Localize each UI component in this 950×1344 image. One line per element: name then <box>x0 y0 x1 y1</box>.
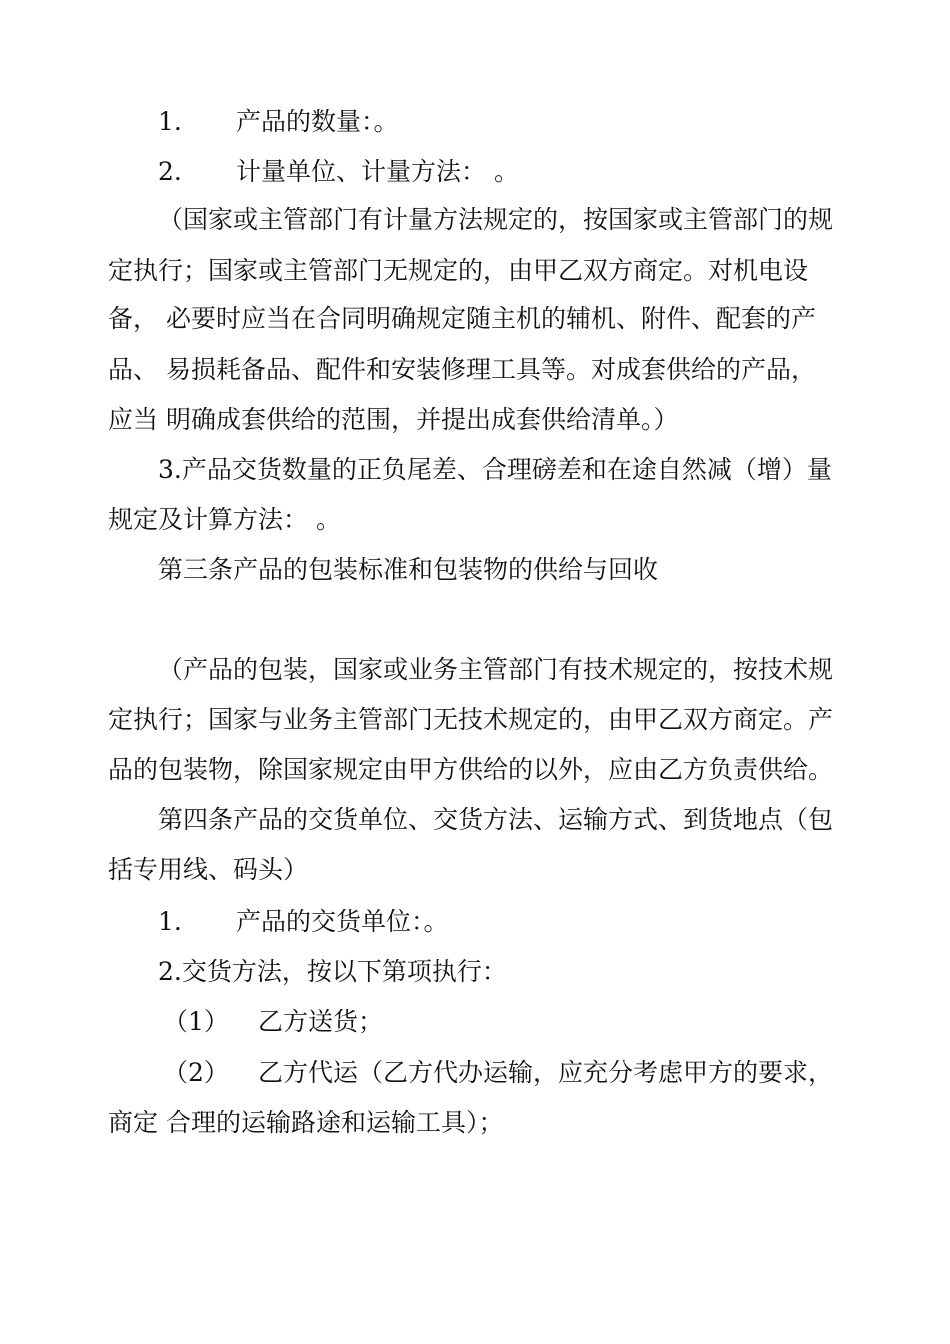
item-text: 产品的数量：。 <box>236 107 399 136</box>
article4-line-2: 括专用线、码头） <box>108 855 309 884</box>
note1-line-2: 定执行；国家或主管部门无规定的，由甲乙双方商定。对机电设 <box>108 256 809 285</box>
article4-line-1: 第四条产品的交货单位、交货方法、运输方式、到货地点（包 <box>158 805 834 834</box>
note2-line-1: （产品的包装，国家或业务主管部门有技术规定的，按技术规 <box>158 655 834 684</box>
item-delivery-method: 2.交货方法，按以下第项执行： <box>158 957 507 986</box>
item3-line-1: 3.产品交货数量的正负尾差、合理磅差和在途自然减（增）量 <box>158 455 832 484</box>
option-agency-shipping <box>163 1058 923 1088</box>
note1-line-1: （国家或主管部门有计量方法规定的，按国家或主管部门的规 <box>158 205 834 234</box>
item-measurement <box>158 157 918 187</box>
list-number: 2. <box>158 157 182 186</box>
item3-line-2: 规定及计算方法： 。 <box>108 505 341 534</box>
option-agency-shipping-continuation: 商定 合理的运输路途和运输工具）； <box>108 1108 504 1137</box>
note1-line-5: 应当 明确成套供给的范围，并提出成套供给清单。） <box>108 405 679 434</box>
article3-heading: 第三条产品的包装标准和包装物的供给与回收 <box>158 555 659 584</box>
option-text: 乙方送货； <box>258 1007 384 1036</box>
list-number: 1. <box>158 907 182 936</box>
note2-line-3: 品的包装物，除国家规定由甲方供给的以外，应由乙方负责供给。 <box>108 755 834 784</box>
item-text: 计量单位、计量方法： 。 <box>236 157 519 186</box>
note2-line-2: 定执行；国家与业务主管部门无技术规定的，由甲乙双方商定。产 <box>108 705 834 734</box>
item-delivery-unit <box>158 907 918 937</box>
option-delivery <box>163 1007 923 1037</box>
note1-line-3: 备， 必要时应当在合同明确规定随主机的辅机、附件、配套的产 <box>108 304 816 333</box>
note1-line-4: 品、 易损耗备品、配件和安装修理工具等。对成套供给的产品， <box>108 355 816 384</box>
option-text: 乙方代运（乙方代办运输，应充分考虑甲方的要求， <box>258 1058 834 1087</box>
item-text: 产品的交货单位：。 <box>236 907 449 936</box>
option-number: （2） <box>163 1058 229 1087</box>
option-number: （1） <box>163 1007 229 1036</box>
item-quantity <box>158 107 918 137</box>
list-number: 1. <box>158 107 182 136</box>
